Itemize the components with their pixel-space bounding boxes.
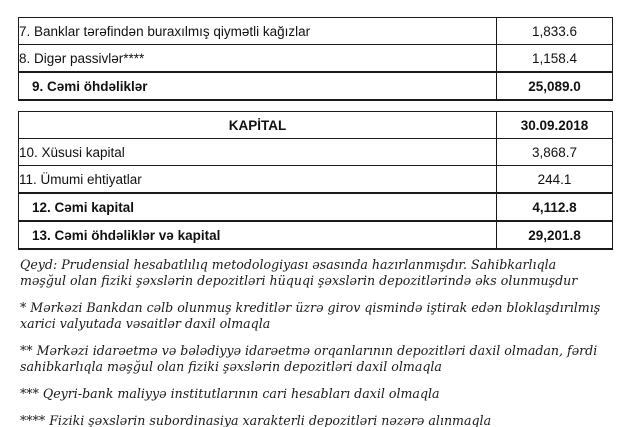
capital-section-title: KAPİTAL <box>19 112 497 139</box>
row-label: 8. Digər passivlər**** <box>19 45 497 73</box>
table-row <box>19 18 613 45</box>
row-label: 13. Cəmi öhdəliklər və kapital <box>19 221 497 249</box>
row-label: 12. Cəmi kapital <box>19 193 497 221</box>
row-value: 1,833.6 <box>497 18 613 45</box>
row-value: 244.1 <box>497 166 613 194</box>
row-label: 7. Banklar tərəfindən buraxılmış qiymətli kağızlar <box>19 18 497 45</box>
table-row <box>19 139 613 166</box>
row-value: 29,201.8 <box>497 221 613 249</box>
row-label: 10. Xüsusi kapital <box>19 139 497 166</box>
table-row <box>19 45 613 73</box>
capital-table <box>18 111 613 250</box>
table-row-total-liabilities <box>19 72 613 100</box>
table-row <box>19 166 613 194</box>
row-value: 3,868.7 <box>497 139 613 166</box>
liabilities-table <box>18 17 613 101</box>
row-value: 25,089.0 <box>497 72 613 100</box>
footnote-3: *** Qeyri-bank maliyyə institutlarının cari hesabları daxil olmaqla <box>20 386 440 401</box>
row-value: 1,158.4 <box>497 45 613 73</box>
table-row-total-liabilities-and-capital <box>19 221 613 249</box>
report-date: 30.09.2018 <box>497 112 613 139</box>
row-label: 11. Ümumi ehtiyatlar <box>19 166 497 194</box>
table-header-row <box>19 112 613 139</box>
row-label: 9. Cəmi öhdəliklər <box>19 72 497 100</box>
footnote-4: **** Fiziki şəxslərin subordinasiya xarakterli depozitləri nəzərə alınmaqla <box>20 413 492 427</box>
footnote-1: * Mərkəzi Bankdan cəlb olunmuş kreditlər üzrə girov qismində iştirak edən bloklaşdırılmış xarici valyutada vəsaitlər daxil olmaqla <box>20 300 601 331</box>
footnote-2: ** Mərkəzi idarəetmə və bələdiyyə idarəetmə orqanlarının depozitləri daxil olmadan, fərdi sahibkarlıqla məşğul olan fiziki şəxslərin depozitləri daxil olmaqla <box>20 343 598 374</box>
footnotes-block <box>20 257 602 427</box>
row-value: 4,112.8 <box>497 193 613 221</box>
table-row-total-capital <box>19 193 613 221</box>
note-methodology: Qeyd: Prudensial hesabatlılıq metodologiyası əsasında hazırlanmışdır. Sahibkarlıqla məşğul olan fiziki şəxslərin depozitləri hüquqi şəxslərin depozitlərində əks olunmuşdur <box>20 257 578 288</box>
report-page <box>0 17 620 427</box>
